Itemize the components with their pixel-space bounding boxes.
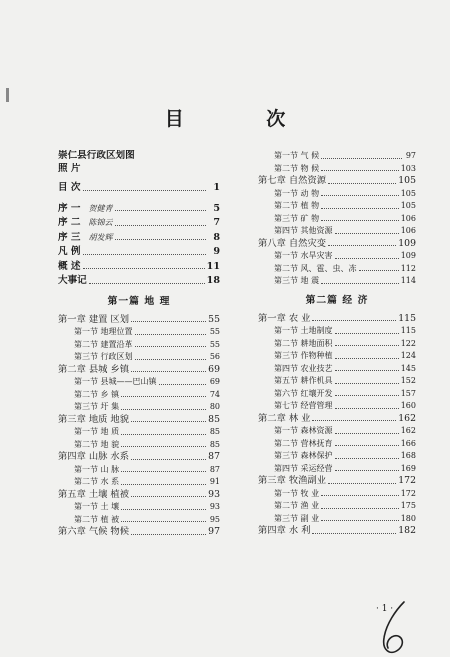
toc-entry-label: 崇仁县行政区划图: [58, 150, 135, 161]
dot-leader: [321, 158, 402, 159]
toc-section-entry: [58, 501, 220, 514]
toc-right-column: [258, 150, 416, 538]
toc-section-entry: [258, 325, 416, 338]
toc-entry-label: 第三节 行政区划: [74, 352, 133, 361]
toc-section-entry: [58, 476, 220, 489]
toc-entry-label: 第二节 风、雹、虫、冻: [274, 263, 357, 273]
toc-entry-label: 第一节 土 壤: [74, 502, 120, 511]
page-number: · 1 ·: [376, 604, 394, 614]
toc-chapter-entry: [258, 238, 416, 251]
dot-leader: [121, 446, 206, 447]
toc-section-entry: [58, 389, 220, 402]
dot-leader: [321, 283, 399, 284]
dot-leader: [83, 268, 205, 269]
toc-entry-label: 第三章 牧渔副业: [258, 475, 327, 486]
toc-entry-label: 第六节 红壤开发: [274, 388, 333, 398]
toc-entry-page: 91: [209, 477, 220, 486]
toc-entry-label: 第三节 圩 集: [74, 402, 120, 411]
toc-head-entry: [58, 150, 220, 163]
toc-front-entry: [58, 260, 220, 275]
toc-entry-label: 第一节 森林资源: [274, 426, 333, 435]
toc-entry-page: 168: [400, 451, 416, 460]
dot-leader: [121, 484, 206, 485]
toc-entry-page: 105: [400, 201, 416, 210]
toc-section-entry: [258, 388, 416, 401]
toc-chapter-entry: [258, 175, 416, 188]
toc-entry-label: 第二节 耕地面积: [274, 338, 333, 348]
toc-entry-label: 第四章 山脉 水系: [58, 451, 129, 462]
dot-leader: [359, 270, 399, 271]
dot-leader: [328, 183, 396, 184]
toc-entry-label: 第二节 物 候: [274, 163, 320, 173]
toc-chapter-entry: [58, 364, 220, 377]
dot-leader: [321, 495, 399, 496]
toc-entry-page: 182: [398, 525, 416, 536]
toc-entry-label: 第一节 山 脉: [74, 464, 120, 474]
toc-chapter-entry: [58, 489, 220, 502]
toc-entry-page: 162: [400, 426, 416, 435]
toc-section-entry: [58, 351, 220, 364]
toc-entry-page: 180: [400, 513, 416, 523]
dot-leader: [321, 195, 399, 196]
toc-entry-page: 93: [208, 488, 220, 500]
toc-entry-label: 第二节 营林抚育: [274, 438, 333, 448]
dot-leader: [121, 396, 206, 397]
toc-front-entry: [58, 274, 220, 289]
toc-section-entry: [258, 225, 416, 238]
toc-entry-label: 第四节 农业技艺: [274, 363, 333, 373]
dot-leader: [335, 233, 399, 234]
toc-entry-page: 69: [209, 377, 220, 386]
toc-entry-label: 大事记: [58, 275, 87, 286]
scan-edge-mark: [6, 88, 9, 102]
dot-leader: [335, 358, 399, 359]
toc-chapter-entry: [258, 525, 416, 538]
toc-entry-page: 8: [213, 231, 220, 243]
toc-entry-label: 第二节 植 物: [274, 201, 320, 210]
toc-entry-label: 第三章 地质 地貌: [58, 413, 129, 425]
toc-entry-label: 第二章 林 业: [258, 412, 311, 424]
toc-chapter-entry: [58, 314, 220, 327]
dot-leader: [135, 359, 206, 360]
toc-entry-label: 第三节 副 业: [274, 513, 320, 523]
toc-entry-page: 172: [398, 475, 416, 486]
toc-front-entry: [58, 231, 220, 246]
toc-entry-page: 166: [400, 438, 416, 448]
dot-leader: [115, 225, 206, 226]
dot-leader: [83, 190, 206, 191]
dot-leader: [115, 239, 206, 240]
toc-entry-page: 114: [400, 276, 416, 285]
dot-leader: [335, 258, 399, 259]
toc-entry-label: 第一节 动 物: [274, 188, 320, 198]
dot-leader: [335, 445, 399, 446]
toc-entry-page: 124: [400, 351, 416, 360]
toc-entry-label: 第五节 耕作机具: [274, 376, 333, 385]
toc-entry-page: 106: [400, 213, 416, 223]
dot-leader: [321, 208, 399, 209]
toc-entry-page: 162: [398, 412, 416, 424]
toc-entry-page: 93: [209, 502, 220, 511]
toc-entry-label: 第四节 采运经营: [274, 463, 333, 473]
dot-leader: [335, 395, 399, 396]
dot-leader: [335, 333, 399, 334]
toc-entry-page: 115: [398, 312, 416, 324]
toc-entry-label: 序 一: [58, 202, 81, 214]
dot-leader: [131, 496, 206, 497]
dot-leader: [121, 509, 206, 510]
toc-section-entry: [258, 375, 416, 388]
dot-leader: [135, 346, 206, 347]
toc-entry-page: 97: [405, 151, 416, 160]
dot-leader: [312, 320, 396, 321]
toc-section-entry: [258, 513, 416, 526]
toc-entry-label: 第二节 地 貌: [74, 439, 120, 449]
toc-entry-page: 9: [213, 246, 220, 257]
toc-entry-label: 照 片: [58, 162, 81, 174]
dot-leader: [321, 520, 399, 521]
toc-entry-page: 55: [209, 327, 220, 336]
dot-leader: [121, 521, 206, 522]
page-title: 目 次: [164, 108, 324, 130]
toc-chapter-entry: [258, 313, 416, 326]
toc-entry-label: 第七节 经营管理: [274, 401, 333, 410]
toc-section-entry: [258, 438, 416, 451]
toc-entry-label: 序 三: [58, 231, 81, 243]
toc-entry-label: 第三节 矿 物: [274, 213, 320, 223]
toc-front-entry: [58, 181, 220, 196]
toc-chapter-entry: [58, 526, 220, 539]
dot-leader: [89, 283, 205, 284]
toc-entry-label: 序 二: [58, 217, 81, 228]
toc-section-entry: [258, 200, 416, 213]
toc-chapter-entry: [258, 413, 416, 426]
toc-entry-label: 第五章 土壤 植被: [58, 488, 129, 500]
dot-leader: [121, 434, 206, 435]
dot-leader: [131, 421, 206, 422]
toc-entry-page: 160: [400, 401, 416, 410]
toc-entry-page: 157: [400, 388, 416, 398]
toc-section-entry: [58, 514, 220, 527]
toc-entry-label: 第二节 渔 业: [274, 501, 320, 510]
toc-section-entry: [258, 188, 416, 201]
dot-leader: [135, 334, 206, 335]
toc-section-entry: [58, 326, 220, 339]
dot-leader: [131, 321, 206, 322]
toc-entry-page: 11: [206, 260, 220, 272]
toc-front-entry: [58, 245, 220, 260]
toc-entry-page: 105: [400, 188, 416, 198]
toc-entry-page: 169: [400, 463, 416, 473]
toc-entry-page: 87: [208, 451, 220, 462]
toc-chapter-entry: [58, 414, 220, 427]
toc-part-heading: 第一篇 地 理: [107, 295, 171, 307]
toc-entry-label: 第三节 地 震: [274, 276, 320, 285]
toc-entry-label: 第七章 自然资源: [258, 175, 327, 186]
toc-entry-page: 112: [400, 263, 416, 273]
toc-entry-page: 85: [209, 427, 220, 436]
toc-entry-page: 152: [400, 376, 416, 385]
toc-entry-label: 第二章 县城 乡镇: [58, 363, 129, 375]
toc-entry-page: 175: [400, 501, 416, 510]
toc-entry-page: 1: [213, 182, 220, 193]
dot-leader: [321, 508, 399, 509]
dot-leader: [131, 534, 206, 535]
toc-entry-author: 胡发辉: [88, 232, 113, 242]
toc-entry-author: 贺健青: [88, 203, 113, 213]
toc-entry-label: 第一节 气 候: [274, 151, 320, 160]
dot-leader: [335, 345, 399, 346]
toc-entry-page: 85: [208, 413, 220, 425]
toc-entry-label: 第八章 自然灾变: [258, 237, 327, 249]
toc-entry-label: 第一节 县城——巴山镇: [74, 377, 157, 386]
dot-leader: [321, 220, 399, 221]
toc-section-entry: [258, 450, 416, 463]
dot-leader: [321, 170, 399, 171]
toc-entry-label: 第一章 建置 区划: [58, 313, 129, 325]
toc-section-entry: [58, 376, 220, 389]
toc-entry-label: 第三节 森林保护: [274, 451, 333, 460]
toc-entry-author: 陈锦云: [88, 218, 113, 227]
toc-section-entry: [258, 250, 416, 263]
toc-section-entry: [258, 463, 416, 476]
toc-entry-page: 5: [213, 202, 220, 214]
toc-section-entry: [258, 213, 416, 226]
dot-leader: [159, 384, 206, 385]
toc-section-entry: [258, 363, 416, 376]
toc-head-entry: [58, 163, 220, 176]
toc-section-entry: [258, 338, 416, 351]
toc-entry-page: 105: [398, 175, 416, 186]
toc-entry-page: 85: [209, 439, 220, 449]
toc-entry-label: 第二节 植 被: [74, 514, 120, 524]
toc-section-entry: [58, 439, 220, 452]
toc-section-entry: [258, 350, 416, 363]
dot-leader: [121, 471, 206, 472]
toc-entry-page: 109: [400, 251, 416, 260]
toc-entry-label: 第一节 土地制度: [274, 326, 333, 335]
toc-entry-label: 第三节 作物种植: [274, 351, 333, 360]
toc-section-entry: [258, 400, 416, 413]
toc-entry-label: 第一节 地 质: [74, 427, 120, 436]
dot-leader: [335, 408, 399, 409]
toc-section-entry: [58, 401, 220, 414]
toc-left-column: [58, 150, 220, 539]
toc-section-entry: [258, 150, 416, 163]
toc-entry-page: 69: [208, 363, 220, 375]
toc-entry-label: 第四章 水 利: [258, 525, 311, 536]
toc-part-heading: 第二篇 经 济: [305, 294, 369, 306]
toc-entry-page: 109: [398, 237, 416, 249]
dot-leader: [312, 533, 396, 534]
toc-chapter-entry: [258, 475, 416, 488]
toc-entry-label: 第二节 乡 镇: [74, 389, 120, 399]
toc-entry-label: 第二节 水 系: [74, 477, 120, 486]
toc-front-entry: [58, 202, 220, 217]
toc-entry-label: 目 次: [58, 182, 81, 193]
dot-leader: [335, 433, 399, 434]
toc-entry-label: 概 述: [58, 260, 81, 272]
dot-leader: [335, 470, 399, 471]
toc-entry-label: 凡 例: [58, 246, 81, 257]
toc-section-entry: [258, 263, 416, 276]
dot-leader: [131, 371, 206, 372]
toc-entry-label: 第二节 建置沿革: [74, 339, 133, 349]
toc-entry-page: 103: [400, 163, 416, 173]
toc-entry-page: 87: [209, 464, 220, 474]
toc-entry-page: 172: [400, 488, 416, 498]
toc-entry-label: 第一节 地理位置: [74, 327, 133, 336]
toc-front-entry: [58, 216, 220, 231]
toc-entry-label: 第一节 牧 业: [274, 488, 320, 498]
toc-section-entry: [58, 426, 220, 439]
toc-entry-label: 第六章 气候 物候: [58, 526, 129, 537]
toc-section-entry: [258, 425, 416, 438]
toc-section-entry: [58, 464, 220, 477]
toc-entry-page: 106: [400, 226, 416, 235]
dot-leader: [335, 383, 399, 384]
toc-entry-page: 74: [209, 389, 220, 399]
toc-section-entry: [258, 500, 416, 513]
toc-entry-page: 56: [209, 352, 220, 361]
toc-entry-label: 第四节 其他资源: [274, 226, 333, 235]
dot-leader: [312, 420, 396, 421]
toc-section-entry: [58, 339, 220, 352]
toc-entry-page: 97: [208, 526, 220, 537]
dot-leader: [328, 245, 396, 246]
dot-leader: [131, 459, 206, 460]
toc-entry-label: 第一章 农 业: [258, 312, 311, 324]
toc-section-entry: [258, 488, 416, 501]
dot-leader: [115, 210, 206, 211]
dot-leader: [335, 458, 399, 459]
toc-chapter-entry: [58, 451, 220, 464]
dot-leader: [328, 483, 396, 484]
toc-section-entry: [258, 275, 416, 288]
toc-entry-page: 55: [208, 313, 220, 325]
toc-entry-page: 55: [209, 339, 220, 349]
toc-entry-page: 80: [209, 402, 220, 411]
toc-entry-page: 7: [213, 217, 220, 228]
toc-entry-page: 122: [400, 338, 416, 348]
toc-entry-page: 95: [209, 514, 220, 524]
toc-entry-page: 18: [206, 275, 220, 286]
handwritten-mark: [372, 600, 422, 657]
toc-entry-label: 第一节 水旱灾害: [274, 251, 333, 260]
dot-leader: [335, 370, 399, 371]
toc-section-entry: [258, 163, 416, 176]
dot-leader: [121, 409, 206, 410]
toc-entry-page: 115: [400, 326, 416, 335]
toc-entry-page: 145: [400, 363, 416, 373]
dot-leader: [83, 254, 206, 255]
